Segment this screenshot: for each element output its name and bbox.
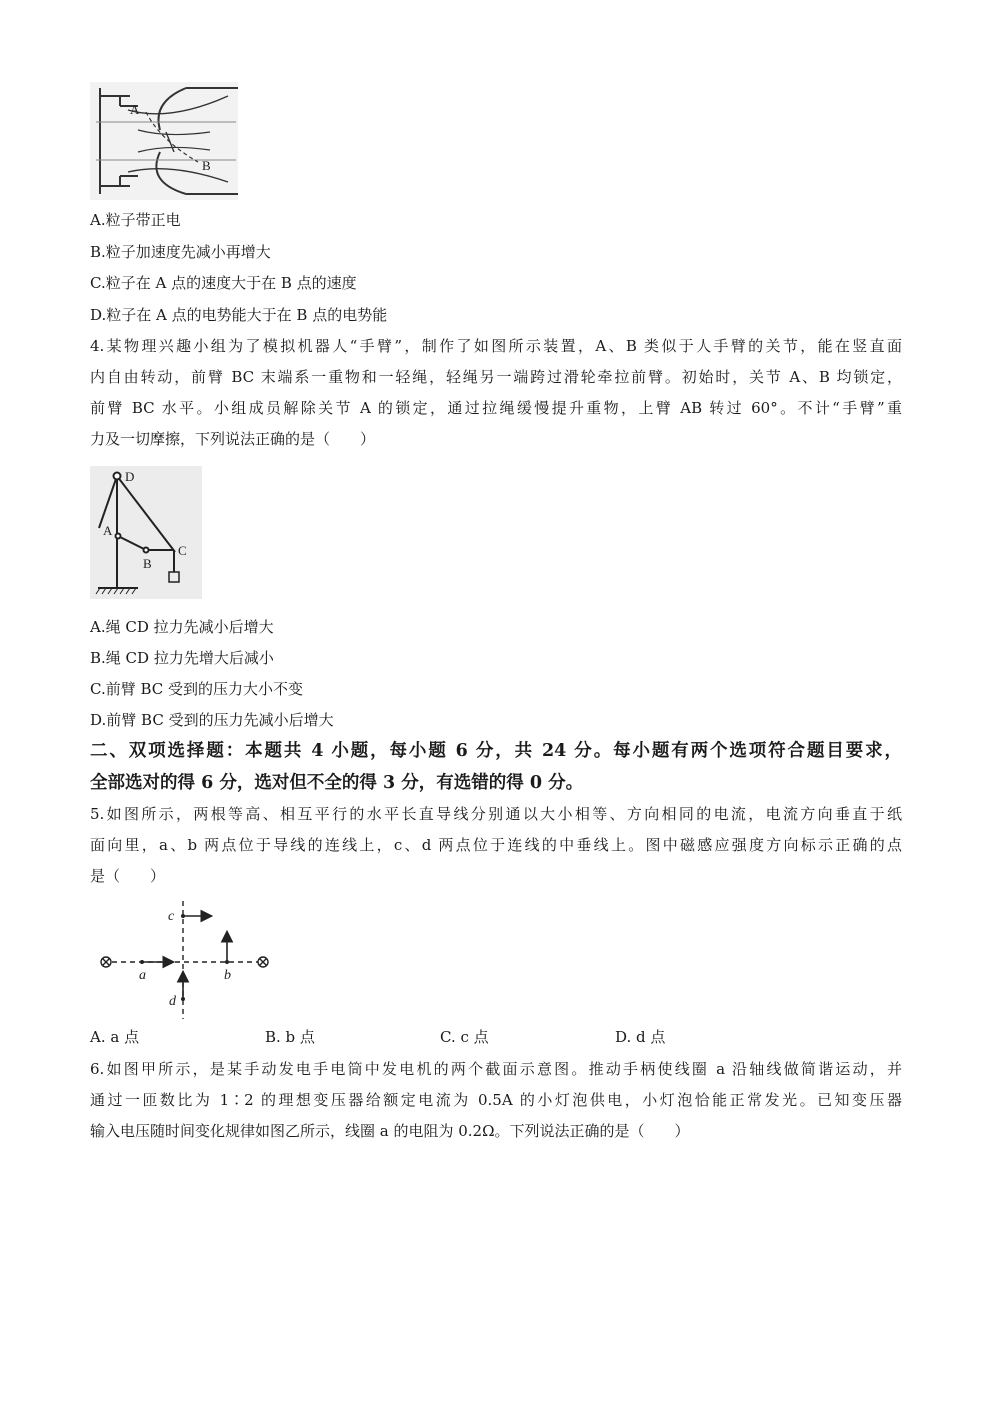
q3-option-a: A.粒子带正电	[90, 211, 181, 229]
q4-stem-line-1: 4.某物理兴趣小组为了模拟机器人“手臂”，制作了如图所示装置，A、B 类似于人手臂的关节，能在竖直面	[90, 337, 902, 355]
q5-option-c: C. c 点	[440, 1028, 489, 1046]
q4-option-d: D.前臂 BC 受到的压力先减小后增大	[90, 711, 334, 729]
q3-option-c: C.粒子在 A 点的速度大于在 B 点的速度	[90, 274, 357, 292]
q6-stem-line-3: 输入电压随时间变化规律如图乙所示，线圈 a 的电阻为 0.2Ω。下列说法正确的是（ ）	[90, 1122, 690, 1140]
q5-figure	[90, 895, 280, 1022]
q4-figure-label-c: C	[178, 543, 187, 558]
q5-option-b: B. b 点	[265, 1028, 315, 1046]
q5-figure-label-d: d	[169, 994, 176, 1009]
q4-stem-line-3: 前臂 BC 水平。小组成员解除关节 A 的锁定，通过拉绳缓慢提升重物，上臂 AB 转过 60°。不计“手臂”重	[90, 399, 902, 417]
section-2-heading-line-1: 二、双项选择题：本题共 4 小题，每小题 6 分，共 24 分。每小题有两个选项符合题目要求，	[90, 741, 902, 761]
q5-stem-line-2: 面向里，a、b 两点位于导线的连线上，c、d 两点位于连线的中垂线上。图中磁感应强度方向标示正确的点	[90, 836, 902, 854]
q4-option-c: C.前臂 BC 受到的压力大小不变	[90, 680, 304, 698]
q4-stem-line-4: 力及一切摩擦，下列说法正确的是（ ）	[90, 430, 376, 448]
q4-option-b: B.绳 CD 拉力先增大后减小	[90, 649, 274, 667]
q3-figure	[90, 82, 238, 200]
q5-figure-label-c: c	[168, 909, 175, 924]
section-2-heading-line-2: 全部选对的得 6 分，选对但不全的得 3 分，有选错的得 0 分。	[90, 773, 584, 793]
q5-option-a: A. a 点	[90, 1028, 140, 1046]
q4-figure-label-d: D	[125, 469, 135, 484]
q3-figure-label-a: A	[130, 102, 140, 117]
q4-figure-label-b: B	[143, 556, 152, 571]
q3-option-d: D.粒子在 A 点的电势能大于在 B 点的电势能	[90, 306, 388, 324]
q5-stem-line-3: 是（ ）	[90, 867, 166, 885]
q6-stem-line-2: 通过一匝数比为 1∶2 的理想变压器给额定电流为 0.5A 的小灯泡供电，小灯泡恰能正常发光。已知变压器	[90, 1091, 902, 1109]
q4-figure	[90, 466, 202, 599]
q4-figure-label-a: A	[103, 523, 113, 538]
q6-stem-line-1: 6.如图甲所示，是某手动发电手电筒中发电机的两个截面示意图。推动手柄使线圈 a 沿轴线做简谐运动，并	[90, 1060, 902, 1078]
q5-option-d: D. d 点	[615, 1028, 666, 1046]
q5-stem-line-1: 5.如图所示，两根等高、相互平行的水平长直导线分别通以大小相等、方向相同的电流，电流方向垂直于纸	[90, 805, 902, 823]
q4-stem-line-2: 内自由转动，前臂 BC 末端系一重物和一轻绳，轻绳另一端跨过滑轮牵拉前臂。初始时，关节 A、B 均锁定，	[90, 368, 902, 386]
q5-figure-label-a: a	[139, 968, 146, 983]
q3-figure-label-b: B	[202, 158, 211, 173]
q5-figure-label-b: b	[224, 968, 231, 983]
q3-option-b: B.粒子加速度先减小再增大	[90, 243, 271, 261]
q4-option-a: A.绳 CD 拉力先减小后增大	[90, 618, 274, 636]
